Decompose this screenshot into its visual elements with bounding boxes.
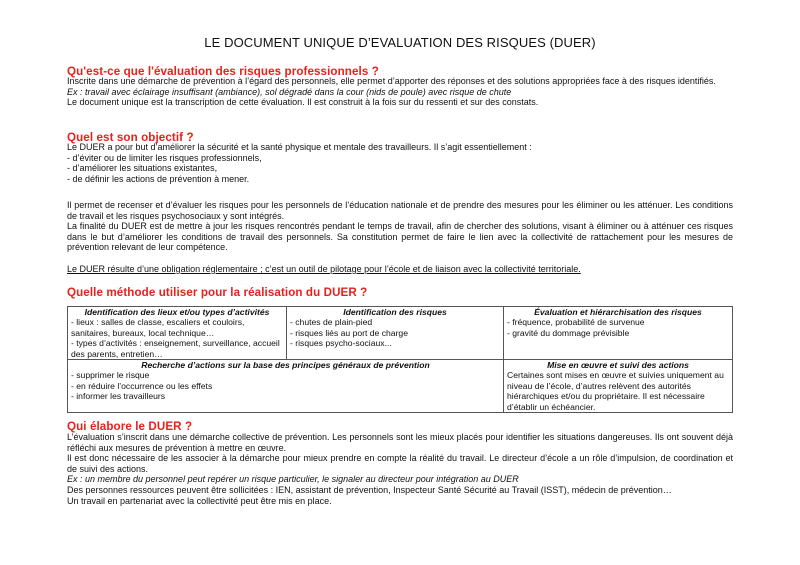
paragraph: Inscrite dans une démarche de prévention à l’égard des personnels, elle permet d’apporter des réponses et des solutions appropriées face à des risques identifiés.: [67, 76, 716, 86]
example-text: Ex : travail avec éclairage insuffisant (ambiance), sol dégradé dans la cour (nids de poule) avec risque de chute: [67, 86, 512, 97]
underlined-statement: Le DUER résulte d’une obligation réglementaire ; c’est un outil de pilotage pour l’école et de liaison avec la collectivité territoriale.: [67, 264, 581, 274]
section-who-body: [67, 432, 733, 506]
section-objective-body: [67, 142, 733, 184]
table-cell: [68, 307, 287, 360]
cell-line: - gravité du dommage prévisible: [507, 327, 630, 338]
paragraph: Il est donc nécessaire de les associer à la démarche pour mieux prendre en compte la réalité du travail. Le directeur d’école a un rôle d’impulsion, de coordination et de suivi des actions.: [67, 453, 733, 474]
heading-what-is-risk-evaluation: Qu'est-ce que l'évaluation des risques professionnels ?: [67, 65, 379, 78]
table-cell: [504, 307, 733, 360]
cell-title: Évaluation et hiérarchisation des risques: [534, 307, 702, 317]
table-cell: [68, 360, 504, 413]
section-objective-note: [67, 264, 733, 275]
cell-line: - fréquence, probabilité de survenue: [507, 317, 645, 328]
list-item: - d’éviter ou de limiter les risques professionnels,: [67, 152, 262, 163]
paragraph: Le document unique est la transcription de cette évaluation. Il est construit à la fois sur du ressenti et sur des constats.: [67, 97, 539, 108]
paragraph: Des personnes ressources peuvent être sollicitées : IEN, assistant de prévention, Inspecteur Santé Sécurité au Travail (ISST), médecin de prévention…: [67, 484, 672, 495]
cell-line: - informer les travailleurs: [71, 391, 166, 402]
cell-line: Certaines sont mises en œuvre et suivies uniquement au niveau de l’école, d’autres relèvent des autorités hiérarchiques et/ou du propriétaire. Il est nécessaire d’établir un échéancier.: [507, 370, 724, 412]
table-cell: [504, 360, 733, 413]
heading-who: Qui élabore le DUER ?: [67, 420, 193, 433]
section-what-body: [67, 76, 733, 108]
paragraph: La finalité du DUER est de mettre à jour les risques rencontrés pendant le temps de travail, afin de chercher des solutions, visant à éliminer ou à atténuer ces risques dans le but d’améliorer les conditions de travail des personnels. Sa constitution permet de faire le lien avec la collectivité de rattachement pour les mesures de prévention relevant de leur compétence.: [67, 221, 733, 253]
heading-objective: Quel est son objectif ?: [67, 131, 194, 144]
paragraph: Le DUER a pour but d’améliorer la sécurité et la santé physique et mentale des travailleurs. Il s’agit essentiellement :: [67, 142, 532, 152]
cell-line: - chutes de plain-pied: [290, 317, 373, 328]
example-text: Ex : un membre du personnel peut repérer un risque particulier, le signaler au directeur pour intégration au DUER: [67, 474, 519, 485]
list-item: - de définir les actions de prévention à mener.: [67, 173, 250, 184]
table-cell: [287, 307, 504, 360]
method-table: [67, 306, 733, 413]
cell-line: - en réduire l’occurrence ou les effets: [71, 380, 213, 391]
cell-line: - risques liés au port de charge: [290, 327, 408, 338]
paragraph: Il permet de recenser et d’évaluer les risques pour les personnels de l’éducation nationale et de prendre des mesures pour les éliminer ou les atténuer. Les conditions de travail et les risques psychosociaux y sont intégrés.: [67, 200, 733, 221]
heading-method: Quelle méthode utiliser pour la réalisation du DUER ?: [67, 286, 368, 299]
section-objective-more: [67, 200, 733, 253]
cell-line: - lieux : salles de classe, escaliers et couloirs, sanitaires, bureaux, local technique…: [71, 317, 245, 338]
cell-line: - supprimer le risque: [71, 370, 150, 381]
table-row: [68, 360, 733, 413]
paragraph: L’évaluation s’inscrit dans une démarche collective de prévention. Les personnels sont les mieux placés pour identifier les situations dangereuses. Ils ont souvent déjà réfléchi aux mesures de prévention à mettre en œuvre.: [67, 432, 733, 453]
list-item: - d’améliorer les situations existantes,: [67, 163, 218, 174]
document-title: LE DOCUMENT UNIQUE D’EVALUATION DES RISQUES (DUER): [204, 35, 596, 50]
cell-title: Recherche d’actions sur la base des principes généraux de prévention: [141, 360, 430, 371]
cell-title: Identification des risques: [343, 307, 447, 317]
cell-title: Mise en œuvre et suivi des actions: [547, 360, 689, 371]
table-row: [68, 307, 733, 360]
cell-line: - types d’activités : enseignement, surveillance, accueil des parents, entretien…: [71, 338, 280, 359]
cell-title: Identification des lieux et/ou types d’activités: [84, 307, 270, 317]
cell-line: - risques psycho-sociaux...: [290, 338, 392, 349]
paragraph: Un travail en partenariat avec la collectivité peut être mis en place.: [67, 495, 332, 506]
